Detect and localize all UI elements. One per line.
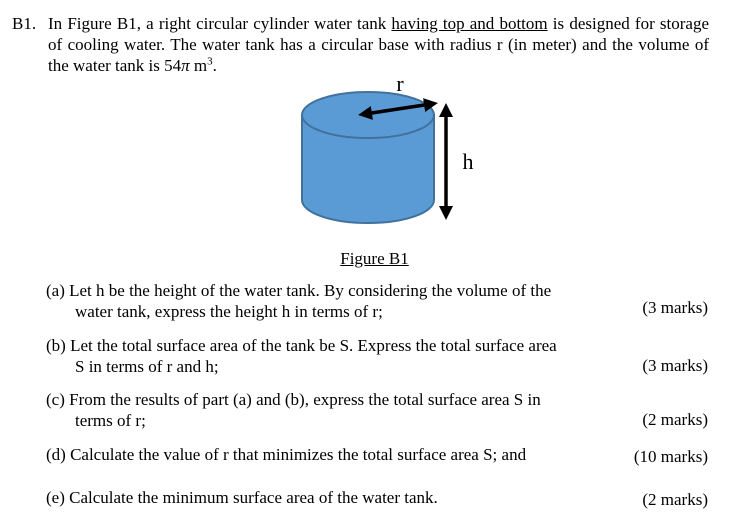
part-label: (d) [46, 445, 66, 464]
radius-label: r [396, 71, 404, 96]
figure-caption [0, 248, 749, 269]
part-text: Calculate the value of r that minimizes the total surface area S; and [70, 445, 527, 464]
height-label: h [462, 149, 474, 174]
part-label: (a) [46, 281, 65, 300]
intro-text-b: is designed for storage of cooling water. The water tank has a circular base with radius r (in meter) and the volume of the water tank is 54 [48, 14, 709, 75]
part-a-marks: (3 marks) [642, 298, 708, 317]
cylinder-figure [290, 70, 510, 230]
part-c [46, 389, 621, 431]
intro-end: . [212, 56, 217, 75]
part-b [46, 335, 621, 377]
part-text-continued: S in terms of r and h; [75, 357, 219, 376]
part-text-continued: water tank, express the height h in terms of r; [75, 302, 383, 321]
part-b-marks: (3 marks) [642, 356, 708, 375]
part-e-marks: (2 marks) [642, 490, 708, 509]
part-c-marks: (2 marks) [642, 410, 708, 429]
intro-text-a: In Figure B1, a right circular cylinder water tank [48, 14, 392, 33]
part-label: (c) [46, 390, 65, 409]
volume-unit-exponent: 3 [207, 55, 213, 68]
part-text: Let h be the height of the water tank. By considering the volume of the [69, 281, 552, 300]
intro-underlined-text: having top and bottom [391, 14, 548, 33]
part-label: (e) [46, 488, 65, 507]
part-text: From the results of part (a) and (b), express the total surface area S in [69, 390, 541, 409]
question-intro [48, 13, 709, 76]
part-text-continued: terms of r; [75, 411, 146, 430]
part-text: Calculate the minimum surface area of the water tank. [69, 488, 438, 507]
part-label: (b) [46, 336, 66, 355]
question-number: B1. [12, 14, 37, 33]
part-e [46, 487, 621, 508]
part-a [46, 280, 621, 322]
part-d-marks: (10 marks) [633, 447, 708, 466]
part-d [46, 444, 621, 465]
figure-caption-text: Figure B1 [340, 249, 409, 268]
volume-unit: m [189, 56, 208, 75]
pi-symbol: π [181, 56, 190, 75]
part-text: Let the total surface area of the tank be S. Express the total surface area [70, 336, 557, 355]
